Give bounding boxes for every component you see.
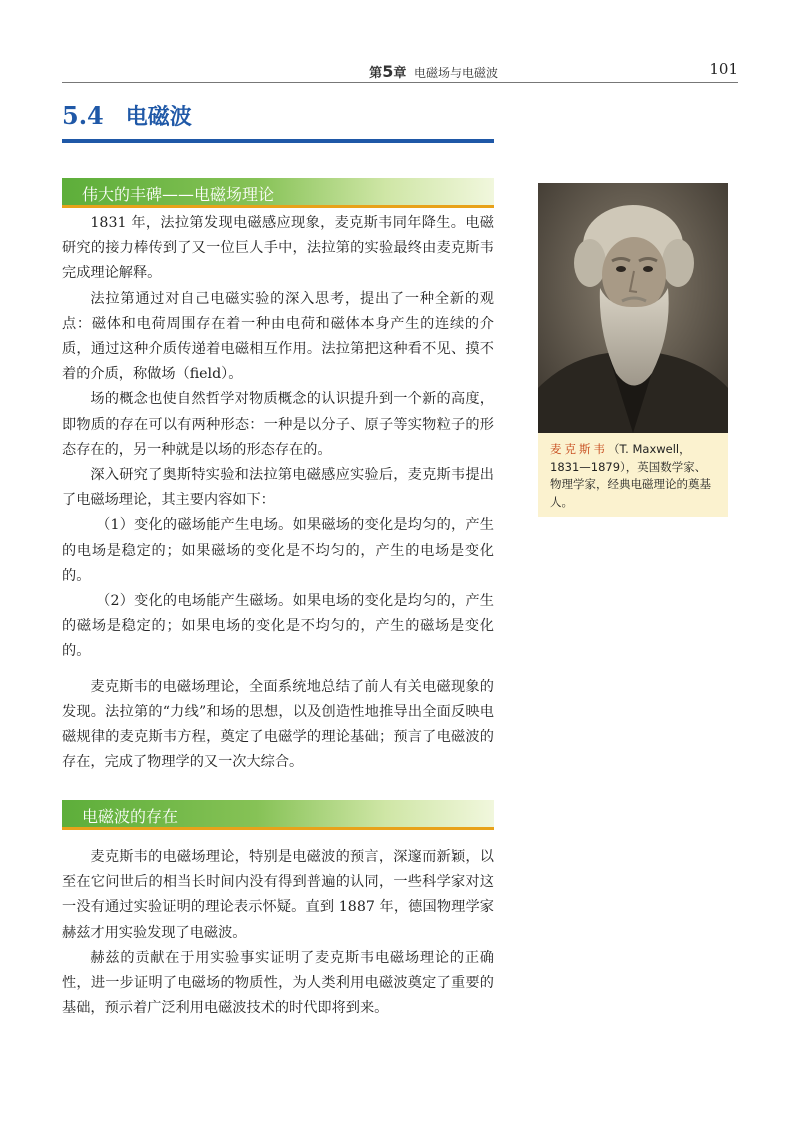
paragraph: 场的概念也使自然哲学对物质概念的认识提升到一个新的高度，即物质的存在可以有两种形态：一种是以分子、原子等实物粒子的形态存在的，另一种就是以场的形态存在的。	[62, 391, 494, 458]
subsection-banner-maxwell-theory	[62, 178, 494, 208]
section-name: 电磁波	[125, 105, 192, 130]
subsection-banner-em-wave-existence	[62, 800, 494, 830]
caption-details: （T. Maxwell，1831—1879），英国数学家、物理学家，经典电磁理论的奠基人。	[550, 442, 711, 509]
paragraph: 麦克斯韦的电磁场理论，特别是电磁波的预言，深邃而新颖，以至在它问世后的相当长时间内没有得到普遍的认同，一些科学家对这一没有通过实验证明的理论表示怀疑。直到 1887 年，德国物理学家赫兹才用实验发现了电磁波。	[62, 849, 494, 941]
portrait-caption	[538, 433, 728, 517]
maxwell-portrait	[538, 183, 728, 433]
portrait-illustration	[538, 183, 728, 433]
paragraph: 麦克斯韦的电磁场理论，全面系统地总结了前人有关电磁现象的发现。法拉第的“力线”和场的思想，以及创造性地推导出全面反映电磁规律的麦克斯韦方程，奠定了电磁学的理论基础；预言了电磁波的存在，完成了物理学的又一次大综合。	[62, 678, 494, 771]
subsection-body-maxwell-theory	[62, 211, 494, 775]
chapter-suffix: 章	[393, 66, 407, 81]
chapter-label	[369, 62, 498, 81]
subsection-body-em-wave-existence	[62, 845, 494, 1021]
section-title-rule	[62, 139, 494, 143]
section-number: 5.4	[62, 101, 104, 130]
chapter-prefix: 第	[369, 66, 383, 81]
list-item: （1）变化的磁场能产生电场。如果磁场的变化是均匀的，产生的电场是稳定的；如果磁场的变化是不均匀的，产生的电场是变化的。	[62, 517, 494, 584]
list-item: （2）变化的电场能产生磁场。如果电场的变化是均匀的，产生的磁场是稳定的；如果电场的变化是不均匀的，产生的磁场是变化的。	[62, 593, 494, 660]
section-title	[62, 100, 192, 136]
subsection-title: 电磁波的存在	[82, 807, 179, 826]
header-rule	[62, 82, 738, 83]
paragraph: 深入研究了奥斯特实验和法拉第电磁感应实验后，麦克斯韦提出了电磁场理论，其主要内容如下：	[62, 467, 494, 509]
chapter-number: 5	[382, 62, 394, 81]
running-header	[62, 60, 738, 80]
paragraph: 赫兹的贡献在于用实验事实证明了麦克斯韦电磁场理论的正确性，进一步证明了电磁场的物质性，为人类利用电磁波奠定了重要的基础，预示着广泛利用电磁波技术的时代即将到来。	[62, 949, 494, 1017]
caption-name: 麦克斯韦	[550, 442, 608, 456]
subsection-title: 伟大的丰碑——电磁场理论	[82, 185, 275, 204]
chapter-title: 电磁场与电磁波	[413, 66, 498, 80]
page-number: 101	[709, 60, 738, 78]
paragraph: 法拉第通过对自己电磁实验的深入思考，提出了一种全新的观点：磁体和电荷周围存在着一种由电荷和磁体本身产生的连续的介质，通过这种介质传递着电磁相互作用。法拉第把这种看不见、摸不着的介质，称做场（field）。	[62, 290, 494, 383]
paragraph: 1831 年，法拉第发现电磁感应现象，麦克斯韦同年降生。电磁研究的接力棒传到了又一位巨人手中，法拉第的实验最终由麦克斯韦完成理论解释。	[62, 215, 494, 282]
